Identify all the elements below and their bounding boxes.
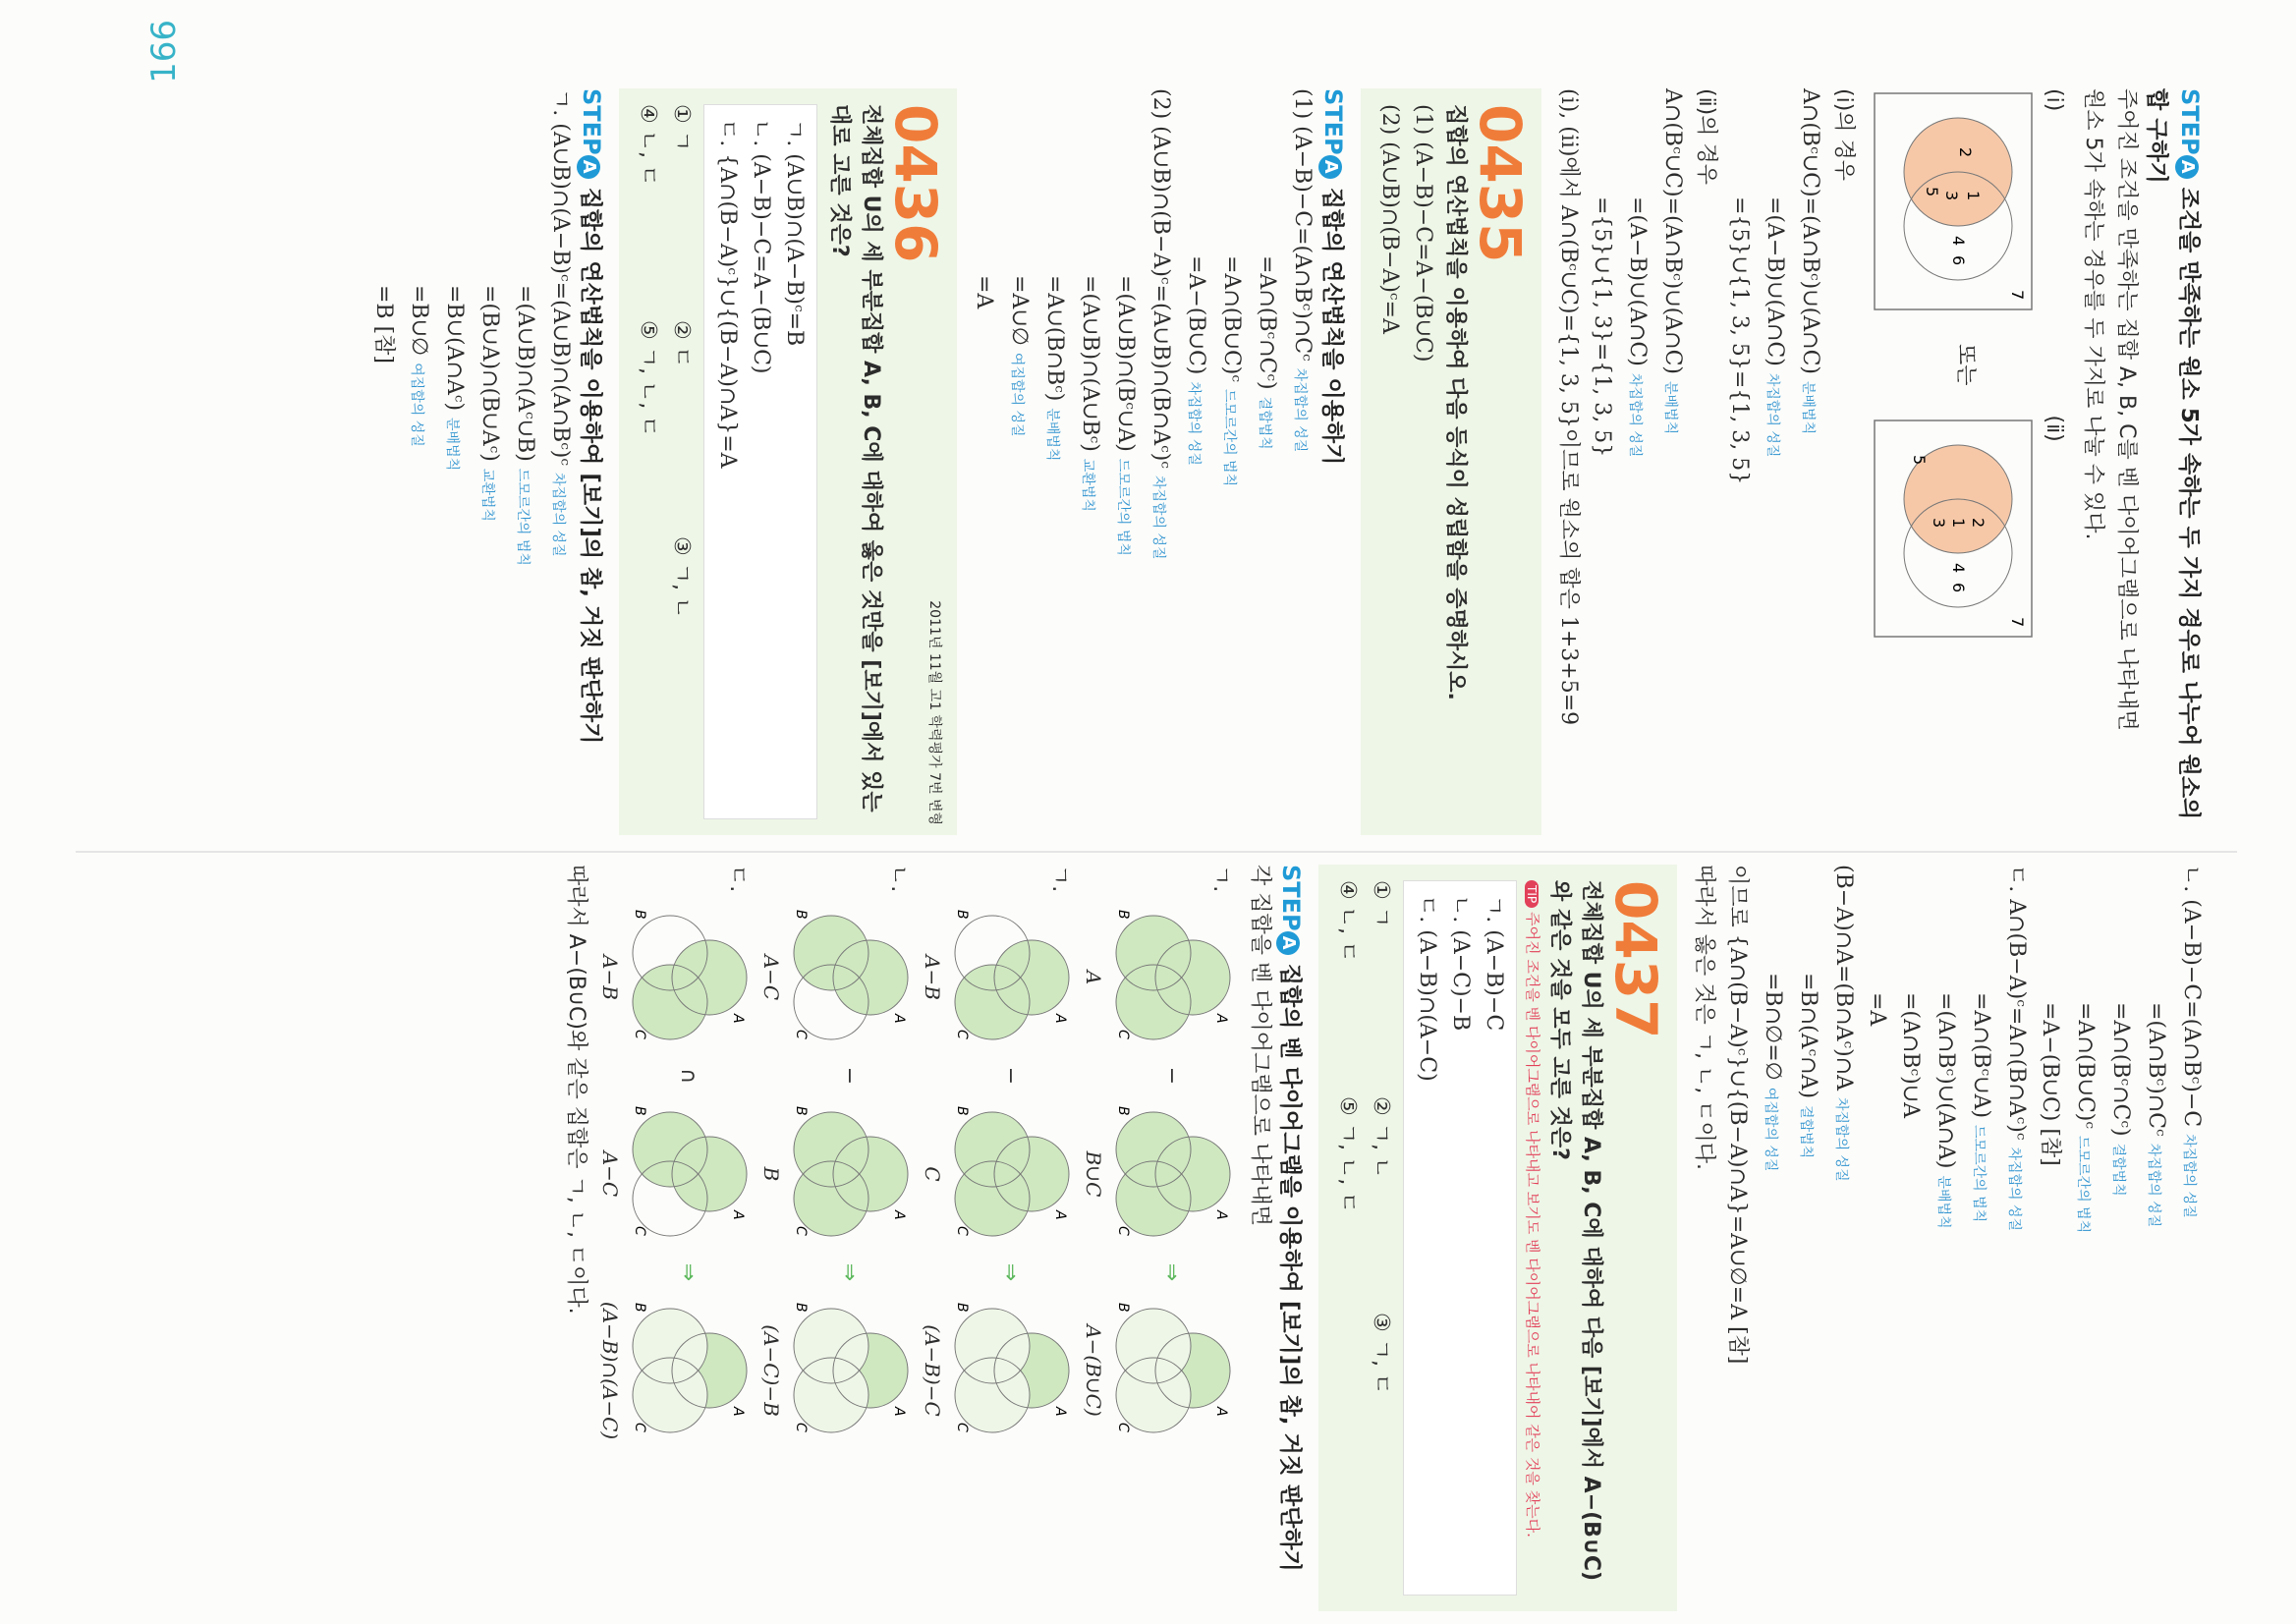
problem-item: (2) (A∪B)∩(B−A)ᶜ=A — [1377, 104, 1402, 334]
venn-num: 6 — [1949, 255, 1968, 266]
venn-caption: (A−B)∩(A−C) — [598, 1301, 622, 1440]
math-line: ={5}∪{1, 3, 5}={1, 3, 5} — [1727, 196, 1752, 485]
math-line — [1283, 88, 1318, 835]
problem-0437 — [1318, 865, 1677, 1611]
math: =(B∪A)∩(B∪Aᶜ) — [477, 285, 502, 462]
venn-set-label: A — [891, 1014, 907, 1024]
venn-set-label: B — [954, 1106, 970, 1116]
venn-diagram — [626, 904, 754, 1051]
venn-set-label: A — [730, 1014, 746, 1024]
note: 드모르간의 법칙 — [1221, 388, 1237, 487]
note: 여집합의 성질 — [1009, 352, 1025, 437]
venn-set-label: A — [730, 1210, 746, 1220]
note: 여집합의 성질 — [1763, 1087, 1778, 1172]
tip-badge: TIP — [1525, 880, 1539, 908]
venn-set-label: A — [891, 1210, 907, 1220]
venn-set-label: A — [1052, 1407, 1068, 1417]
venn-row — [921, 865, 1076, 1611]
venn-set-label: C — [632, 1423, 647, 1432]
problem-0436 — [619, 88, 957, 835]
venn-caption: A−C — [759, 954, 783, 1001]
left-column — [366, 88, 2208, 835]
math: =A∪∅ — [1007, 275, 1032, 346]
problem-question: 집합의 연산법칙을 이용하여 다음 등식이 성립함을 증명하시오. — [1443, 104, 1468, 700]
step-label: STEPA — [2176, 88, 2204, 183]
math-line: =A−(B∪C) [참] — [2038, 1002, 2062, 1166]
venn-num: 1 — [1949, 517, 1968, 528]
bogi-item: ㄷ. {A∩(B−A)ᶜ}∪{(B−A)∩A}=A — [715, 119, 740, 469]
choice[interactable]: ① ㄱ — [669, 104, 694, 151]
venn-pair — [1866, 88, 2070, 835]
venn-caption: B∪C — [1082, 1150, 1105, 1198]
venn-num: 3 — [1942, 191, 1961, 201]
note: 결합법칙 — [2110, 1143, 2126, 1197]
problem-source: 2011년 11월 고1 학력평가 7번 변형 — [926, 600, 942, 825]
venn-set-label: C — [954, 1030, 970, 1039]
venn-diagram — [787, 1100, 915, 1248]
problem-question: 전체집합 U의 세 부분집합 A, B, C에 대하여 옳은 것만을 [보기]에서 있는 대로 고른 것은? — [827, 104, 883, 812]
column-divider — [76, 851, 2237, 853]
note: 차집합의 성질 — [550, 473, 566, 557]
math: =(A∪B)∩(A∪Bᶜ) — [1078, 275, 1102, 452]
math: A∩(Bᶜ∪C)=(A∩Bᶜ)∪(A∩C) — [1660, 88, 1685, 374]
math: ㄱ. (A∪B)∩(A−B)ᶜ=(A∪B)∩(A∩Bᶜ)ᶜ — [548, 88, 573, 467]
venn-row — [759, 865, 915, 1611]
venn-num: 6 — [1949, 582, 1968, 592]
note: 교환법칙 — [1080, 458, 1095, 512]
venn-set-label: A — [1213, 1014, 1229, 1024]
math-line — [1824, 865, 1860, 1611]
venn-num: 5 — [1910, 454, 1929, 465]
venn-cell — [1082, 904, 1237, 1051]
bogi-item: ㄴ. (A−C)−B — [1448, 895, 1473, 1032]
venn-set-label: C — [632, 1030, 647, 1039]
tip — [1523, 880, 1543, 1596]
venn-set-label: A — [1052, 1210, 1068, 1220]
or-label: 또는 — [1953, 344, 1978, 386]
choices — [1330, 880, 1397, 1596]
venn-set-label: C — [1115, 1226, 1131, 1236]
math: =A−(B∪C) — [1184, 255, 1208, 375]
math: ㄷ. A∩(B−A)ᶜ=A∩(B∩Aᶜ)ᶜ — [2004, 865, 2029, 1141]
venn-cell — [759, 1297, 915, 1444]
math-line — [400, 88, 435, 835]
math-line: ={5}∪{1, 3}={1, 3, 5} — [1590, 196, 1614, 458]
math-line — [1618, 88, 1653, 835]
venn-cell — [759, 1100, 915, 1248]
step-label: STEPA — [1319, 88, 1347, 183]
bogi-item: ㄷ. (A−B)∩(A−C) — [1415, 895, 1439, 1082]
math-line — [1000, 88, 1036, 835]
choice[interactable]: ④ ㄴ, ㄷ — [1335, 880, 1360, 963]
right-column — [559, 865, 2208, 1611]
math: =A∩(B∪C)ᶜ — [1219, 255, 1244, 382]
math: =A∪(B∩Bᶜ) — [1042, 275, 1067, 402]
venn-set-label: A — [1213, 1210, 1229, 1220]
venn-cell — [1082, 1297, 1237, 1444]
venn-case-1 — [1866, 88, 2070, 314]
step-header — [1318, 88, 1351, 835]
math: (B−A)∩A=(B∩Aᶜ)∩A — [1831, 865, 1856, 1092]
math: =B∩(Aᶜ∩A) — [1796, 973, 1820, 1099]
math-line: =A — [972, 275, 996, 309]
venn-num: 7 — [2008, 290, 2027, 301]
math-line — [1212, 88, 1248, 835]
arrow-icon: ⇒ — [837, 1262, 862, 1282]
venn-set-label: C — [632, 1226, 647, 1236]
note: 차집합의 성질 — [2006, 1147, 2022, 1232]
bogi-box — [1403, 880, 1517, 1596]
problem-0435 — [1361, 88, 1541, 835]
venn-num: 5 — [1923, 187, 1941, 197]
math-line — [1036, 88, 1071, 835]
venn-set-label: B — [632, 910, 647, 920]
venn-cell — [598, 904, 754, 1051]
note: 교환법칙 — [479, 468, 495, 522]
venn-set-label: B — [793, 1303, 809, 1313]
intro-line: 원소 5가 속하는 경우를 두 가지로 나눌 수 있다. — [2081, 88, 2105, 540]
case-label: (ⅰ) — [2042, 88, 2066, 112]
row-label: ㄱ. — [1208, 865, 1233, 893]
math-line — [1789, 865, 1824, 1611]
math-line: 이므로 {A∩(B−A)ᶜ}∪{(B−A)∩A}=A∪∅=A [참] — [1725, 865, 1750, 1365]
note: 드모르간의 법칙 — [515, 468, 531, 566]
math-line — [2066, 865, 2101, 1611]
note: 여집합의 성질 — [409, 363, 424, 447]
choice[interactable]: ④ ㄴ, ㄷ — [636, 104, 660, 187]
venn-set-label: B — [793, 910, 809, 920]
intro-line: 주어진 조건을 만족하는 집합 A, B, C를 벤 다이어그램으로 나타내면 — [2114, 88, 2139, 731]
note: 차집합의 성질 — [1150, 475, 1166, 560]
venn-set-label: B — [1115, 1106, 1131, 1116]
choice[interactable]: ③ ㄱ, ㄷ — [1369, 1313, 1393, 1395]
math-line — [435, 88, 471, 835]
math: (2) (A∪B)∩(B−A)ᶜ=(A∪B)∩(B∩Aᶜ)ᶜ — [1148, 88, 1173, 469]
conclusion: (ⅰ), (ⅱ)에서 A∩(Bᶜ∪C)={1, 3, 5}이므로 원소의 합은 1+3+5=9 — [1556, 88, 1581, 726]
venn-set-label: B — [1115, 910, 1131, 920]
math-line — [1653, 88, 1689, 835]
venn-set-label: A — [730, 1407, 746, 1417]
note: 분배법칙 — [1800, 381, 1816, 435]
math: A∩(Bᶜ∪C)=(A∩Bᶜ)∪(A∩C) — [1798, 88, 1822, 374]
step-label: STEPA — [578, 88, 605, 183]
problem-number: 0436 — [882, 104, 949, 263]
venn-rows — [598, 865, 1237, 1611]
note: 결합법칙 — [1257, 396, 1272, 450]
venn-caption: A−(B∪C) — [1082, 1324, 1105, 1417]
note: 분배법칙 — [1935, 1175, 1951, 1229]
math: (1) (A−B)−C=(A∩Bᶜ)∩Cᶜ — [1290, 88, 1315, 362]
math-line — [1106, 88, 1142, 835]
step-title: 조건을 만족하는 원소 5가 속하는 두 가지 경우로 나누어 원소의 합 구하기 — [2144, 88, 2202, 820]
venn-diagram — [1109, 1297, 1237, 1444]
note: 차집합의 성질 — [1186, 381, 1202, 466]
row-label: ㄴ. — [886, 865, 911, 893]
choice[interactable]: ② ㄷ — [669, 320, 694, 367]
venn-diagram — [626, 1297, 754, 1444]
venn-set-label: C — [1115, 1423, 1131, 1432]
math: =A∩(Bᶜ∩Cᶜ) — [2108, 1002, 2133, 1137]
choice[interactable]: ⑤ ㄱ, ㄴ, ㄷ — [1335, 1096, 1360, 1213]
venn-num: 2 — [1956, 147, 1975, 158]
note: 차집합의 성질 — [1764, 372, 1780, 458]
venn-row — [598, 865, 754, 1611]
math: =A∩(Bᶜ∪A) — [1969, 992, 1993, 1119]
math-line: =A — [1865, 992, 1889, 1027]
choices — [631, 104, 698, 819]
math-line — [2137, 865, 2172, 1611]
venn-set-label: A — [891, 1407, 907, 1417]
venn-set-label: C — [793, 1030, 809, 1039]
venn-set-label: B — [793, 1106, 809, 1116]
math: =B∪∅ — [407, 285, 431, 357]
note: 드모르간의 법칙 — [1115, 458, 1131, 556]
math: =(A−B)∪(A∩C) — [1625, 196, 1650, 366]
math-line — [1177, 88, 1212, 835]
choice[interactable]: ① ㄱ — [1369, 880, 1393, 927]
venn-set-label: C — [954, 1423, 970, 1432]
step-header — [2143, 88, 2208, 835]
venn-diagram — [787, 904, 915, 1051]
venn-caption: C — [921, 1166, 944, 1182]
venn-diagram — [948, 1100, 1076, 1248]
venn-diagram — [626, 1100, 754, 1248]
page-number: 166 — [144, 20, 184, 84]
venn-diagram — [1870, 416, 2037, 642]
venn-num: 2 — [1969, 517, 1988, 528]
venn-num: 3 — [1930, 517, 1948, 528]
case-title: (ⅱ)의 경우 — [1694, 88, 1718, 185]
venn-cell — [921, 1297, 1076, 1444]
math-line — [1756, 88, 1791, 835]
venn-diagram — [948, 1297, 1076, 1444]
step-title: 집합의 연산법칙을 이용하여 [보기]의 참, 거짓 판단하기 — [578, 187, 603, 745]
venn-caption: A−C — [598, 1150, 622, 1198]
venn-set-label: C — [793, 1423, 809, 1432]
math-line — [1927, 865, 1962, 1611]
row-label: ㄱ. — [1047, 865, 1072, 893]
math: =(A−B)∪(A∩C) — [1763, 196, 1787, 366]
arrow-icon: ⇒ — [998, 1262, 1023, 1282]
venn-set-label: C — [793, 1226, 809, 1236]
math: =B∩∅=∅ — [1761, 973, 1785, 1081]
venn-set-label: B — [632, 1303, 647, 1313]
problem-question: 전체집합 U의 세 부분집합 A, B, C에 대하여 다음 [보기]에서 A−(B∪C)와 같은 것을 모두 고른 것은? — [1547, 880, 1603, 1582]
tip-text: 주어진 조건을 벤 다이어그램으로 나타내고 보기도 벤 다이어그램으로 나타내어 같은 것을 찾는다. — [1524, 912, 1541, 1538]
step-header — [1276, 865, 1309, 1611]
note: 차집합의 성질 — [2181, 1134, 2197, 1218]
conclusion: 따라서 A−(B∪C)와 같은 집합은 ㄱ, ㄴ, ㄷ이다. — [564, 865, 588, 1315]
choice[interactable]: ③ ㄱ, ㄴ — [669, 536, 694, 619]
venn-row — [1082, 865, 1237, 1611]
step-header — [577, 88, 609, 835]
problem-item: (1) (A−B)−C=A−(B∪C) — [1411, 104, 1435, 363]
venn-caption: (A−B)−C — [921, 1324, 944, 1417]
venn-set-label: C — [954, 1226, 970, 1236]
math-line — [506, 88, 541, 835]
venn-diagram — [1870, 88, 2037, 314]
math-line — [1791, 88, 1826, 835]
step-title: 집합의 연산법칙을 이용하기 — [1319, 187, 1345, 466]
math: =A∩(Bᶜ∩Cᶜ) — [1255, 255, 1279, 390]
note: 차집합의 성질 — [2146, 1143, 2161, 1228]
bogi-item: ㄱ. (A∪B)∩(A−B)ᶜ=B — [782, 119, 807, 347]
note: 차집합의 성질 — [1627, 372, 1643, 458]
bogi-item: ㄴ. (A−B)−C=A−(B∪C) — [749, 119, 773, 374]
math: =(A∪B)∩(Bᶜ∪A) — [1113, 275, 1138, 452]
venn-caption: A−B — [921, 955, 944, 1000]
arrow-icon: ⇒ — [676, 1262, 700, 1282]
note: 분배법칙 — [444, 418, 460, 472]
step-intro: 각 집합을 벤 다이어그램으로 나타내면 — [1248, 865, 1272, 1227]
venn-cell — [598, 1297, 754, 1444]
math-line: =(A∩Bᶜ)∪A — [1898, 992, 1923, 1119]
venn-num: 1 — [1964, 191, 1983, 201]
operator: − — [998, 1066, 1023, 1086]
math-line — [1962, 865, 1997, 1611]
math-line — [1997, 865, 2033, 1611]
choice[interactable]: ⑤ ㄱ, ㄴ, ㄷ — [636, 320, 660, 437]
venn-num: 7 — [2008, 616, 2027, 627]
venn-diagram — [948, 904, 1076, 1051]
note: 차집합의 성질 — [1292, 367, 1308, 453]
note: 드모르간의 법칙 — [2075, 1135, 2091, 1234]
math-line — [471, 88, 506, 835]
math-line — [2172, 865, 2208, 1611]
venn-set-label: A — [1213, 1407, 1229, 1417]
case-title: (ⅰ)의 경우 — [1831, 88, 1856, 182]
venn-caption: A — [1082, 970, 1105, 985]
venn-cell — [759, 904, 915, 1051]
venn-case-2 — [1866, 416, 2070, 642]
bogi-box — [703, 104, 817, 819]
math-line — [1071, 88, 1106, 835]
math: =A∩(B∪C)ᶜ — [2073, 1002, 2098, 1129]
venn-set-label: B — [954, 1303, 970, 1313]
math-line — [2101, 865, 2137, 1611]
note: 드모르간의 법칙 — [1971, 1125, 1987, 1223]
operator: − — [1159, 1066, 1184, 1086]
note: 분배법칙 — [1662, 381, 1678, 435]
operator: − — [837, 1066, 862, 1086]
math-line — [1142, 88, 1177, 835]
conclusion: 따라서 옳은 것은 ㄱ, ㄴ, ㄷ이다. — [1692, 865, 1716, 1170]
case-label: (ⅱ) — [2042, 415, 2066, 442]
venn-caption: B — [759, 1166, 783, 1182]
math: =(A∪B)∩(Aᶜ∪B) — [513, 285, 537, 462]
venn-cell — [921, 904, 1076, 1051]
problem-number: 0437 — [1602, 880, 1669, 1039]
step-label: STEPA — [1277, 865, 1305, 959]
math-line — [541, 88, 577, 835]
math: =(A∩Bᶜ)∩Cᶜ — [2144, 1002, 2168, 1137]
venn-set-label: B — [632, 1106, 647, 1116]
venn-set-label: C — [1115, 1030, 1131, 1039]
math-line — [1754, 865, 1789, 1611]
venn-num: 4 — [1949, 562, 1968, 573]
venn-diagram — [1109, 904, 1237, 1051]
math-line — [1248, 88, 1283, 835]
math: ㄴ. (A−B)−C=(A∩Bᶜ)−C — [2179, 865, 2204, 1128]
venn-diagram — [787, 1297, 915, 1444]
operator: ∩ — [676, 1067, 700, 1085]
arrow-icon: ⇒ — [1159, 1262, 1184, 1282]
row-label: ㄷ. — [725, 865, 750, 893]
problem-number: 0435 — [1467, 104, 1534, 263]
step-title: 집합의 벤 다이어그램을 이용하여 [보기]의 참, 거짓 판단하기 — [1277, 963, 1303, 1572]
note: 분배법칙 — [1044, 408, 1060, 462]
note: 차집합의 성질 — [1833, 1097, 1849, 1182]
venn-caption: A−B — [598, 955, 622, 1000]
venn-cell — [1082, 1100, 1237, 1248]
math: =B∪(A∩Aᶜ) — [442, 285, 467, 412]
venn-set-label: B — [954, 910, 970, 920]
venn-num: 4 — [1949, 236, 1968, 247]
choice[interactable]: ② ㄱ, ㄴ — [1369, 1096, 1393, 1179]
venn-diagram — [1109, 1100, 1237, 1248]
venn-cell — [598, 1100, 754, 1248]
math-line: =B [참] — [371, 285, 396, 364]
venn-caption: (A−C)−B — [759, 1324, 783, 1417]
math: =(A∩Bᶜ)∪(A∩A) — [1933, 992, 1958, 1169]
bogi-item: ㄱ. (A−B)−C — [1482, 895, 1506, 1032]
venn-set-label: B — [1115, 1303, 1131, 1313]
venn-set-label: A — [1052, 1014, 1068, 1024]
venn-cell — [921, 1100, 1076, 1248]
note: 결합법칙 — [1798, 1105, 1814, 1159]
